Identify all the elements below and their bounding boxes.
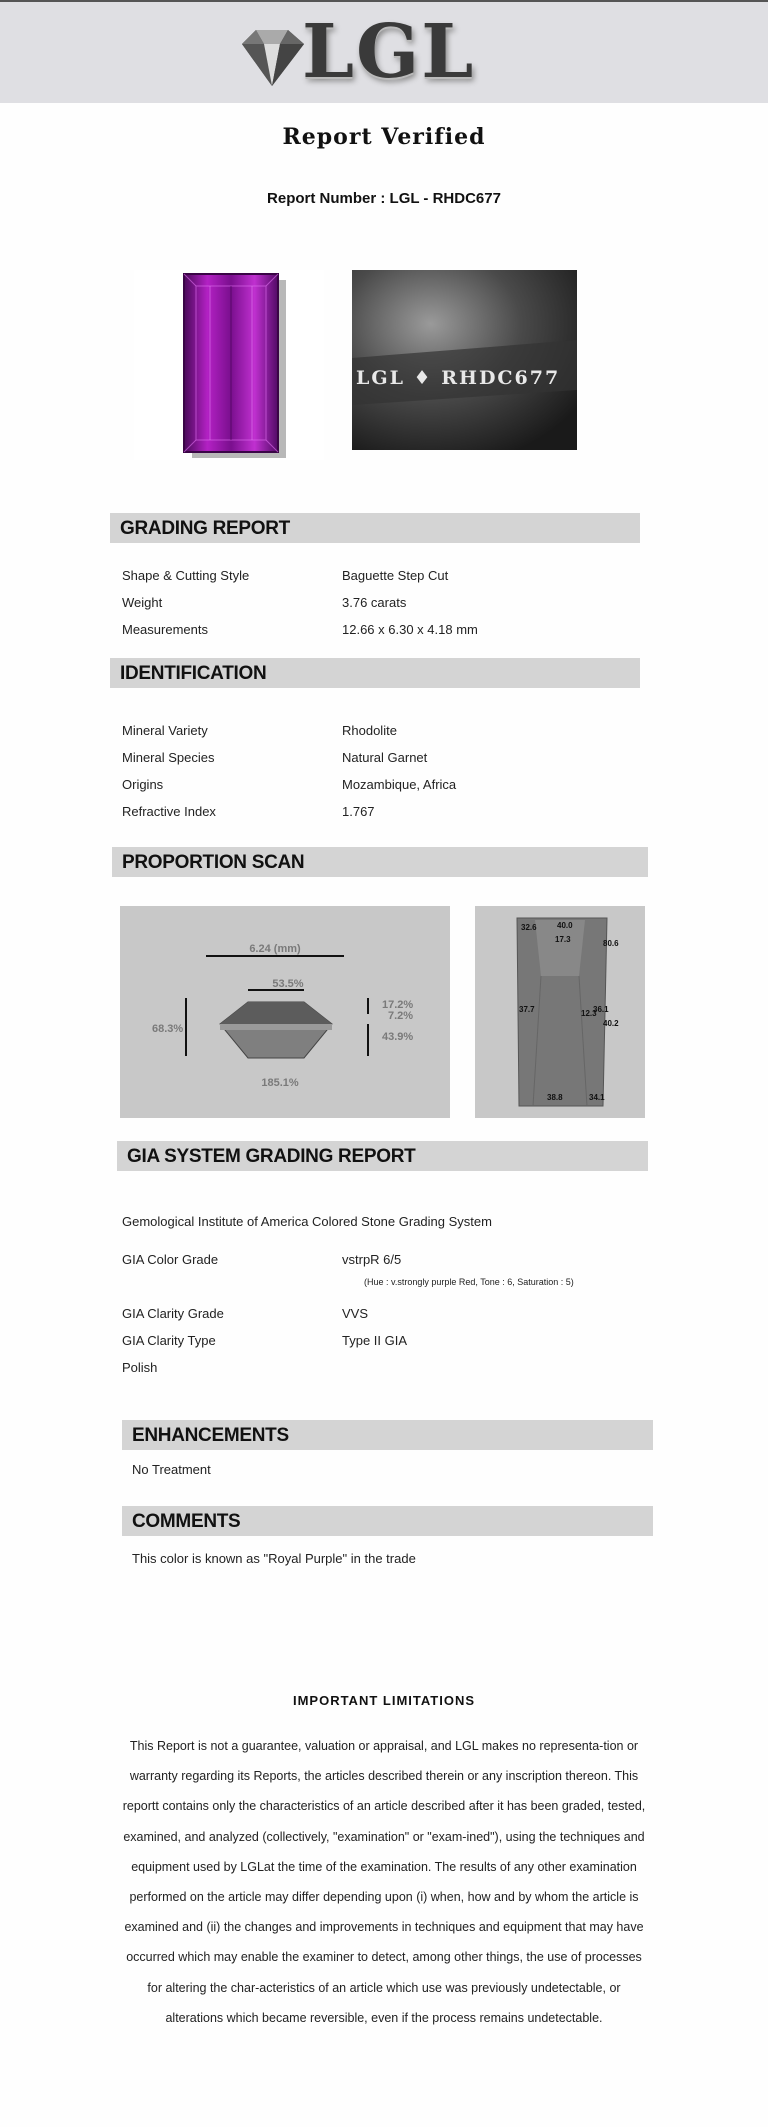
grading-report-header: GRADING REPORT [110, 513, 640, 543]
page-title: Report Verified [282, 124, 486, 150]
species-label: Mineral Species [122, 750, 215, 765]
svg-text:80.6: 80.6 [603, 939, 619, 948]
enhancements-text: No Treatment [132, 1462, 211, 1477]
gia-clarity-grade-label: GIA Clarity Grade [122, 1306, 224, 1321]
inscription-text: LGL ♦ RHDC677 [356, 367, 561, 389]
proportion-scan-header: PROPORTION SCAN [112, 847, 648, 877]
comments-text: This color is known as "Royal Purple" in the trade [132, 1551, 416, 1566]
table-pct-label: 53.5% [272, 978, 304, 990]
gia-system-name: Gemological Institute of America Colored Stone Grading System [122, 1214, 492, 1229]
enhancements-header: ENHANCEMENTS [122, 1420, 653, 1450]
comments-header: COMMENTS [122, 1506, 653, 1536]
weight-value: 3.76 carats [342, 595, 407, 610]
limitations-text: This Report is not a guarantee, valuation or appraisal, and LGL makes no representa-tion or warranty regarding its Reports, the articles described therein or any inscription thereon. This reportt contains only the characteristics of an article described after it has been graded, tested, examined, and analyzed (collectively, "examination" or "exam-ined"), using the techniques and equipment used by LGLat the time of the examination. The results of any other examination performed on the article may differ depending upon (i) when, how and by whom the article is examined and (ii) the changes and improvements in techniques and equipment that may have occurred which may enable the examiner to detect, among other things, the use of processes for altering the char-acteristics of an article which use was previously undetectable, or alterations which became reversible, even if the process remains undetectable. [122, 1739, 646, 2025]
gia-clarity-type-label: GIA Clarity Type [122, 1333, 216, 1348]
side-profile-diagram [475, 906, 645, 1118]
gia-clarity-grade-value: VVS [342, 1306, 369, 1321]
gia-header: GIA SYSTEM GRADING REPORT [117, 1141, 648, 1171]
limitations-title: IMPORTANT LIMITATIONS [292, 1693, 476, 1708]
lgl-logo [232, 9, 492, 96]
gia-color-value: vstrpR 6/5 [342, 1252, 402, 1267]
shape-value: Baguette Step Cut [342, 568, 449, 583]
svg-text:34.1: 34.1 [589, 1093, 605, 1102]
pavilion-pct-label: 43.9% [382, 1031, 414, 1043]
measurements-value: 12.66 x 6.30 x 4.18 mm [342, 622, 478, 637]
gia-clarity-type-value: Type II GIA [342, 1333, 408, 1348]
polish-label: Polish [122, 1360, 158, 1375]
proportion-diagram [120, 906, 450, 1118]
crown-pct-label: 17.2% [382, 999, 414, 1011]
diamond-icon [232, 24, 312, 94]
svg-text:40.0: 40.0 [557, 921, 573, 930]
origins-label: Origins [122, 777, 164, 792]
weight-label: Weight [122, 595, 163, 610]
variety-label: Mineral Variety [122, 723, 208, 738]
origins-value: Mozambique, Africa [342, 777, 457, 792]
gia-color-note: (Hue : v.strongly purple Red, Tone : 6, Saturation : 5) [364, 1277, 574, 1287]
measurements-label: Measurements [122, 622, 208, 637]
girdle-pct-label: 7.2% [388, 1010, 414, 1022]
svg-text:38.8: 38.8 [547, 1093, 563, 1102]
svg-text:40.2: 40.2 [603, 1019, 619, 1028]
svg-text:17.3: 17.3 [555, 935, 571, 944]
gia-color-label: GIA Color Grade [122, 1252, 219, 1267]
length-ratio-label: 185.1% [261, 1077, 299, 1089]
ri-label: Refractive Index [122, 804, 216, 819]
variety-value: Rhodolite [342, 723, 397, 738]
svg-text:36.1: 36.1 [593, 1005, 609, 1014]
report-number: Report Number : LGL - RHDC677 [267, 190, 501, 207]
shape-label: Shape & Cutting Style [122, 568, 250, 583]
gem-photo [134, 270, 324, 460]
width-mm-label: 6.24 (mm) [249, 943, 301, 955]
header-band [0, 2, 768, 103]
depth-pct-label: 68.3% [152, 1023, 184, 1035]
identification-header: IDENTIFICATION [110, 658, 640, 688]
inscription-photo [352, 270, 577, 450]
svg-text:37.7: 37.7 [519, 1005, 535, 1014]
svg-text:32.6: 32.6 [521, 923, 537, 932]
species-value: Natural Garnet [342, 750, 428, 765]
logo-text: LGL [302, 9, 476, 95]
ri-value: 1.767 [342, 804, 375, 819]
svg-text:12.3: 12.3 [581, 1009, 597, 1018]
